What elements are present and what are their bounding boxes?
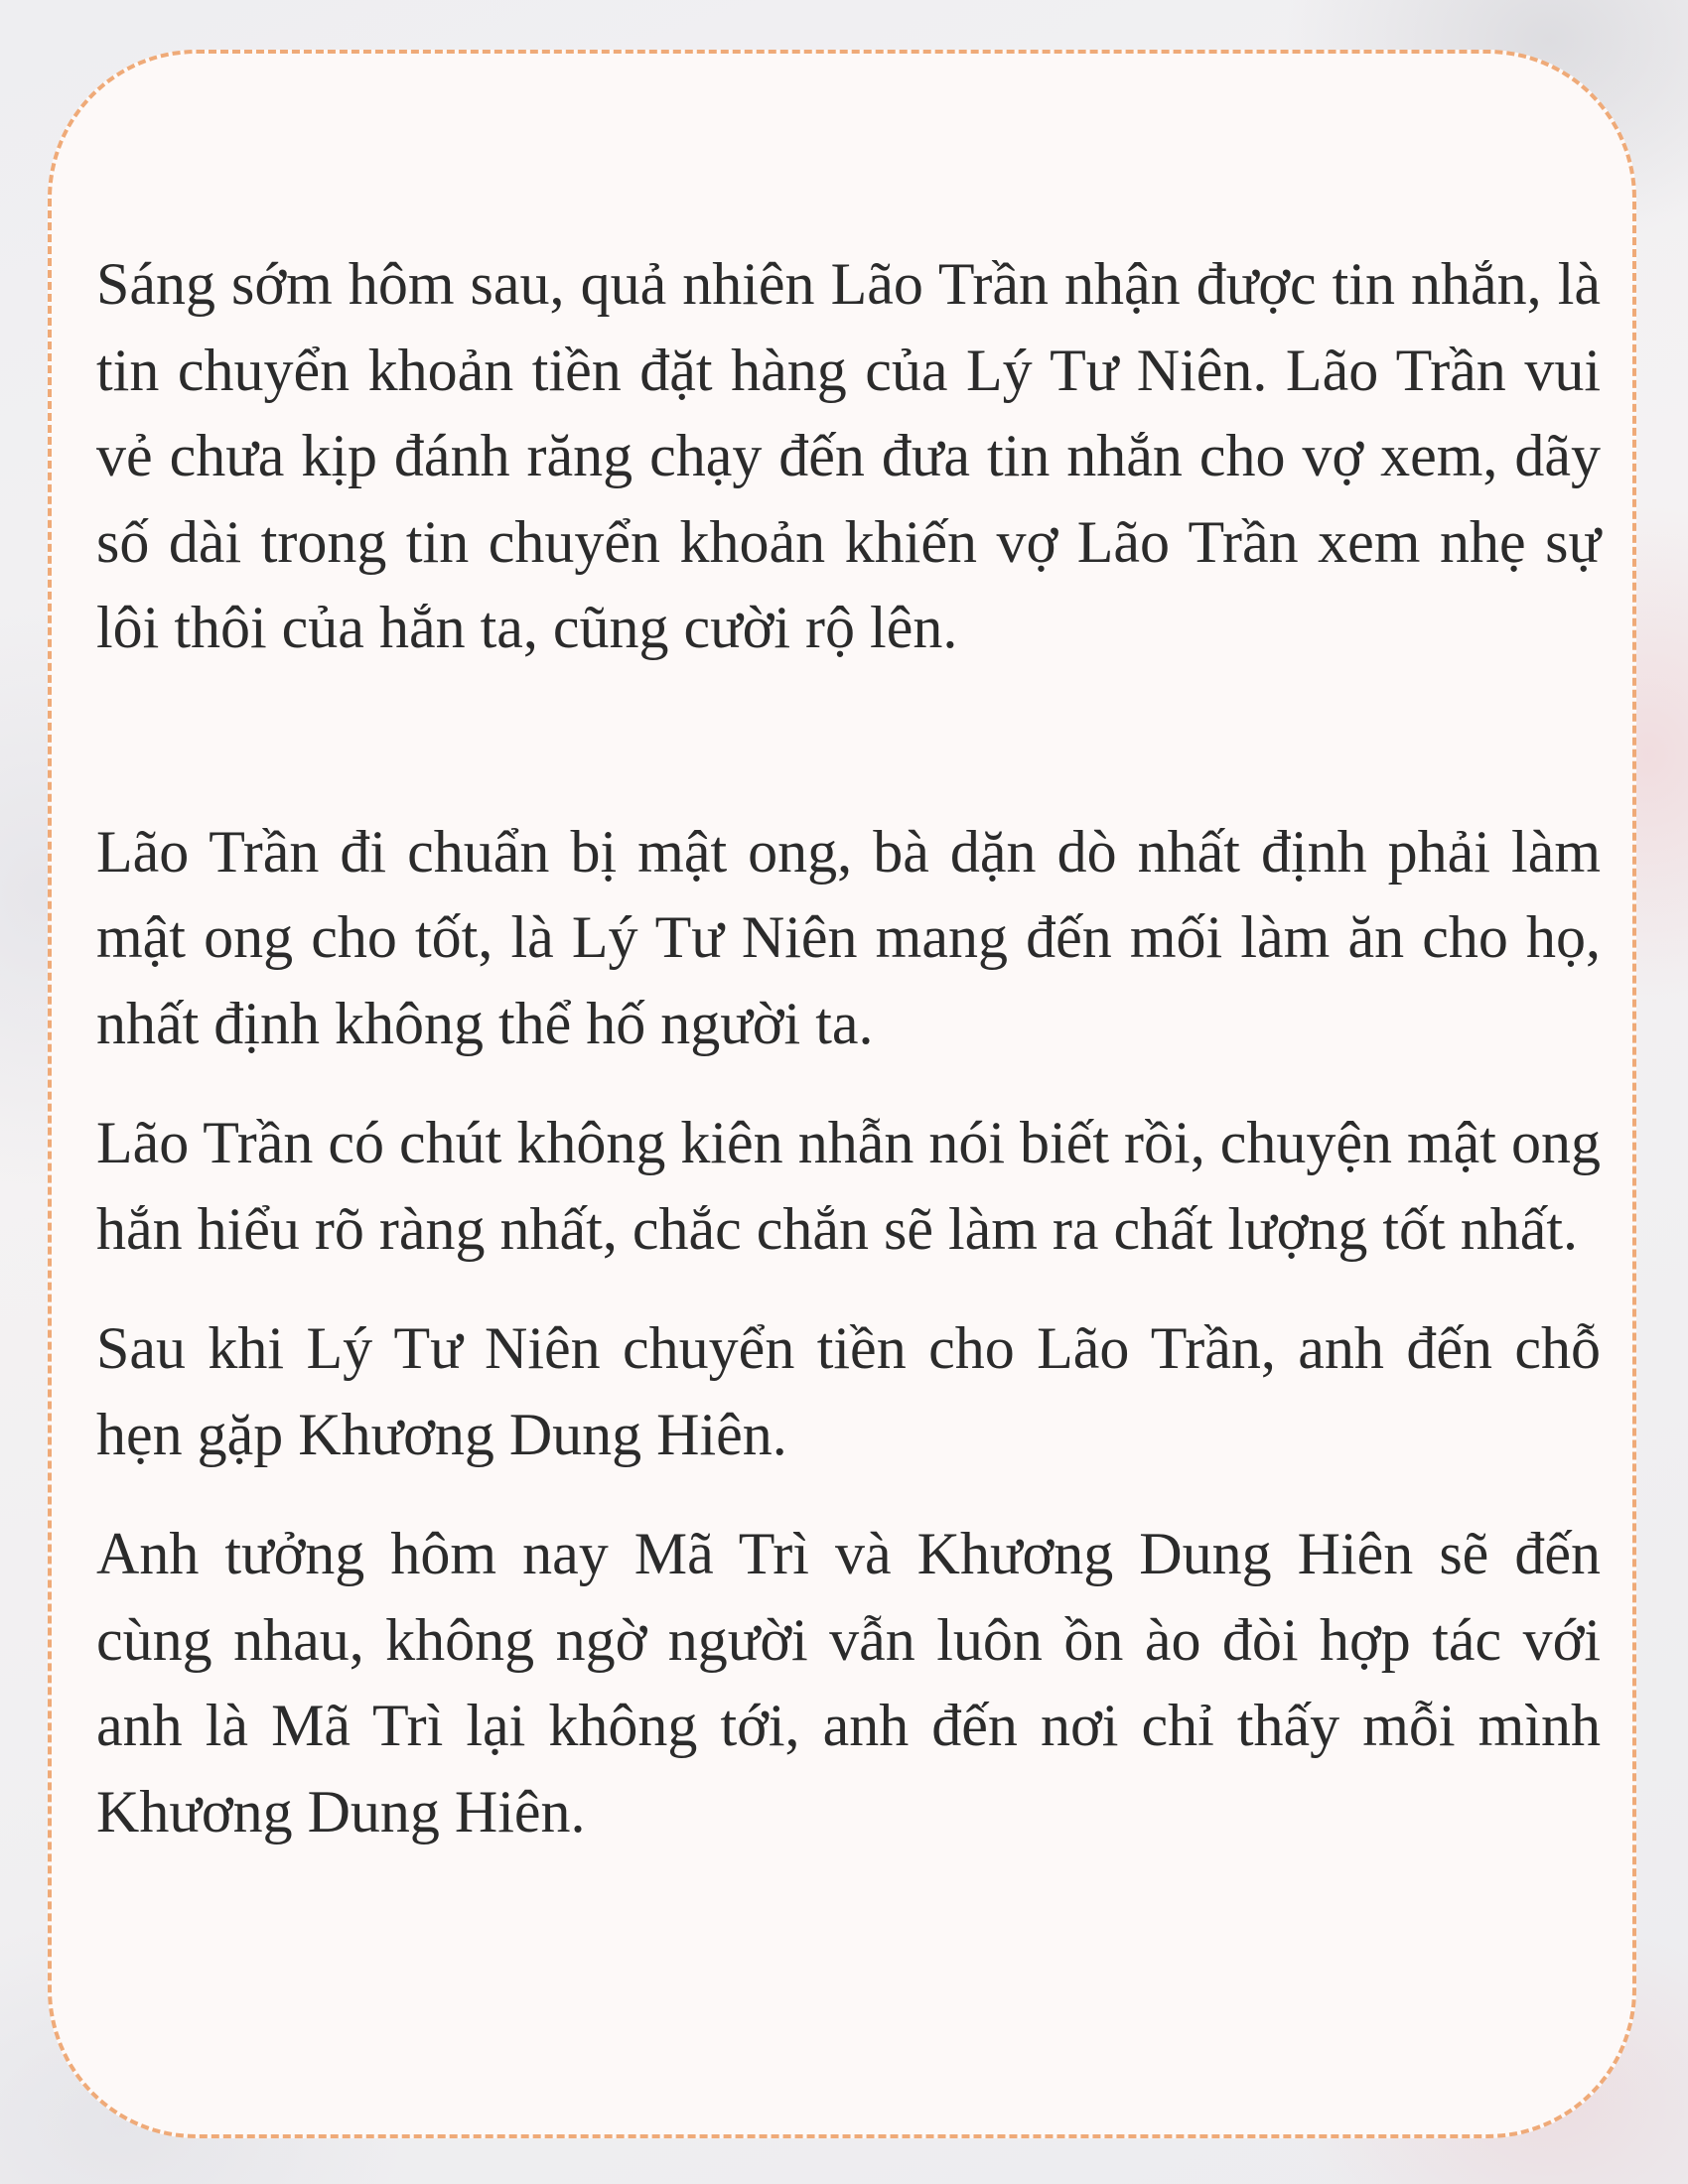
story-text (96, 241, 1601, 1854)
paragraph-2: Lão Trần đi chuẩn bị mật ong, bà dặn dò nhất định phải làm mật ong cho tốt, là Lý Tư Niên mang đến mối làm ăn cho họ, nhất định không thể hố người ta. (96, 818, 1601, 1056)
paragraph-5: Anh tưởng hôm nay Mã Trì và Khương Dung Hiên sẽ đến cùng nhau, không ngờ người vẫn luôn ồn ào đòi hợp tác với anh là Mã Trì lại không tới, anh đến nơi chỉ thấy mỗi mình Khương Dung Hiên. (96, 1521, 1601, 1844)
paragraph-1: Sáng sớm hôm sau, quả nhiên Lão Trần nhận được tin nhắn, là tin chuyển khoản tiền đặt hàng của Lý Tư Niên. Lão Trần vui vẻ chưa kịp đánh răng chạy đến đưa tin nhắn cho vợ xem, dãy số dài trong tin chuyển khoản khiến vợ Lão Trần xem nhẹ sự lôi thôi của hắn ta, cũng cười rộ lên. (96, 251, 1601, 660)
paragraph-4: Sau khi Lý Tư Niên chuyển tiền cho Lão Trần, anh đến chỗ hẹn gặp Khương Dung Hiên. (96, 1315, 1601, 1467)
paragraph-3: Lão Trần có chút không kiên nhẫn nói biết rồi, chuyện mật ong hắn hiểu rõ ràng nhất, chắc chắn sẽ làm ra chất lượng tốt nhất. (96, 1110, 1601, 1262)
